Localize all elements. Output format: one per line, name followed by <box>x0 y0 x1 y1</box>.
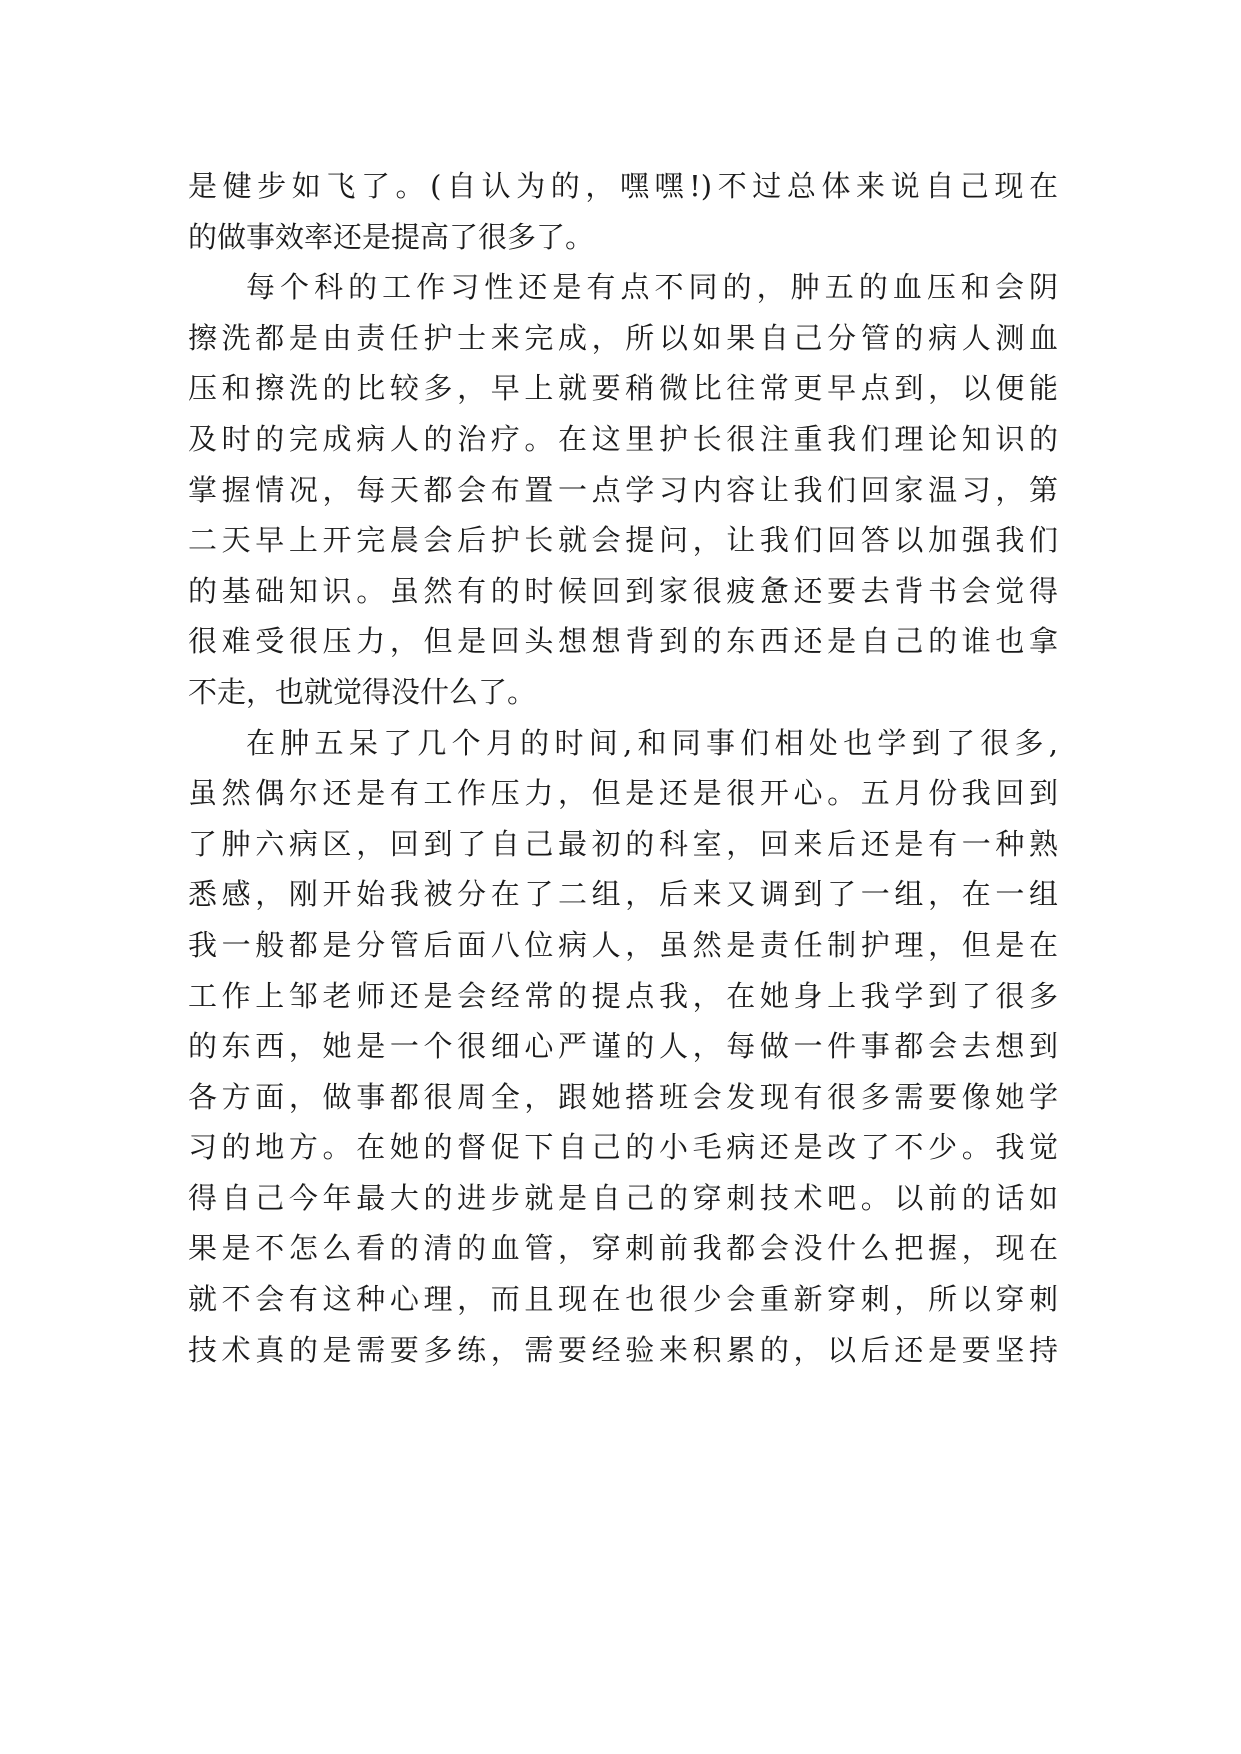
text-line: 工作上邹老师还是会经常的提点我，在她身上我学到了很多 <box>188 978 1058 1013</box>
text-line: 的基础知识。虽然有的时候回到家很疲惫还要去背书会觉得 <box>188 573 1058 608</box>
text-line: 就不会有这种心理，而且现在也很少会重新穿刺，所以穿刺 <box>188 1282 1058 1317</box>
paragraph-first-line: 每个科的工作习性还是有点不同的，肿五的血压和会阴 <box>246 270 1058 305</box>
text-line: 得自己今年最大的进步就是自己的穿刺技术吧。以前的话如 <box>188 1180 1058 1215</box>
text-line: 各方面，做事都很周全，跟她搭班会发现有很多需要像她学 <box>188 1079 1058 1114</box>
text-line: 二天早上开完晨会后护长就会提问，让我们回答以加强我们 <box>188 523 1058 558</box>
text-line: 我一般都是分管后面八位病人，虽然是责任制护理，但是在 <box>188 927 1058 962</box>
text-line: 及时的完成病人的治疗。在这里护长很注重我们理论知识的 <box>188 421 1058 456</box>
paragraph-first-line: 在肿五呆了几个月的时间,和同事们相处也学到了很多, <box>246 725 1058 760</box>
text-line: 压和擦洗的比较多，早上就要稍微比往常更早点到，以便能 <box>188 371 1058 406</box>
text-line: 习的地方。在她的督促下自己的小毛病还是改了不少。我觉 <box>188 1130 1058 1165</box>
text-line: 技术真的是需要多练，需要经验来积累的，以后还是要坚持 <box>188 1332 1058 1367</box>
text-line: 果是不怎么看的清的血管，穿刺前我都会没什么把握，现在 <box>188 1231 1058 1266</box>
text-line: 很难受很压力，但是回头想想背到的东西还是自己的谁也拿 <box>188 624 1058 659</box>
text-line: 掌握情况，每天都会布置一点学习内容让我们回家温习，第 <box>188 472 1058 507</box>
text-line: 擦洗都是由责任护士来完成，所以如果自己分管的病人测血 <box>188 320 1058 355</box>
text-line: 不走，也就觉得没什么了。 <box>188 674 537 709</box>
text-line: 的东西，她是一个很细心严谨的人，每做一件事都会去想到 <box>188 1029 1058 1064</box>
text-line: 悉感，刚开始我被分在了二组，后来又调到了一组，在一组 <box>188 877 1058 912</box>
text-line: 的做事效率还是提高了很多了。 <box>188 219 595 254</box>
document-body <box>188 161 1058 1375</box>
text-line: 是健步如飞了。(自认为的，嘿嘿!)不过总体来说自己现在 <box>188 169 1058 203</box>
text-line: 虽然偶尔还是有工作压力，但是还是很开心。五月份我回到 <box>188 776 1058 811</box>
text-line: 了肿六病区，回到了自己最初的科室，回来后还是有一种熟 <box>188 826 1058 861</box>
